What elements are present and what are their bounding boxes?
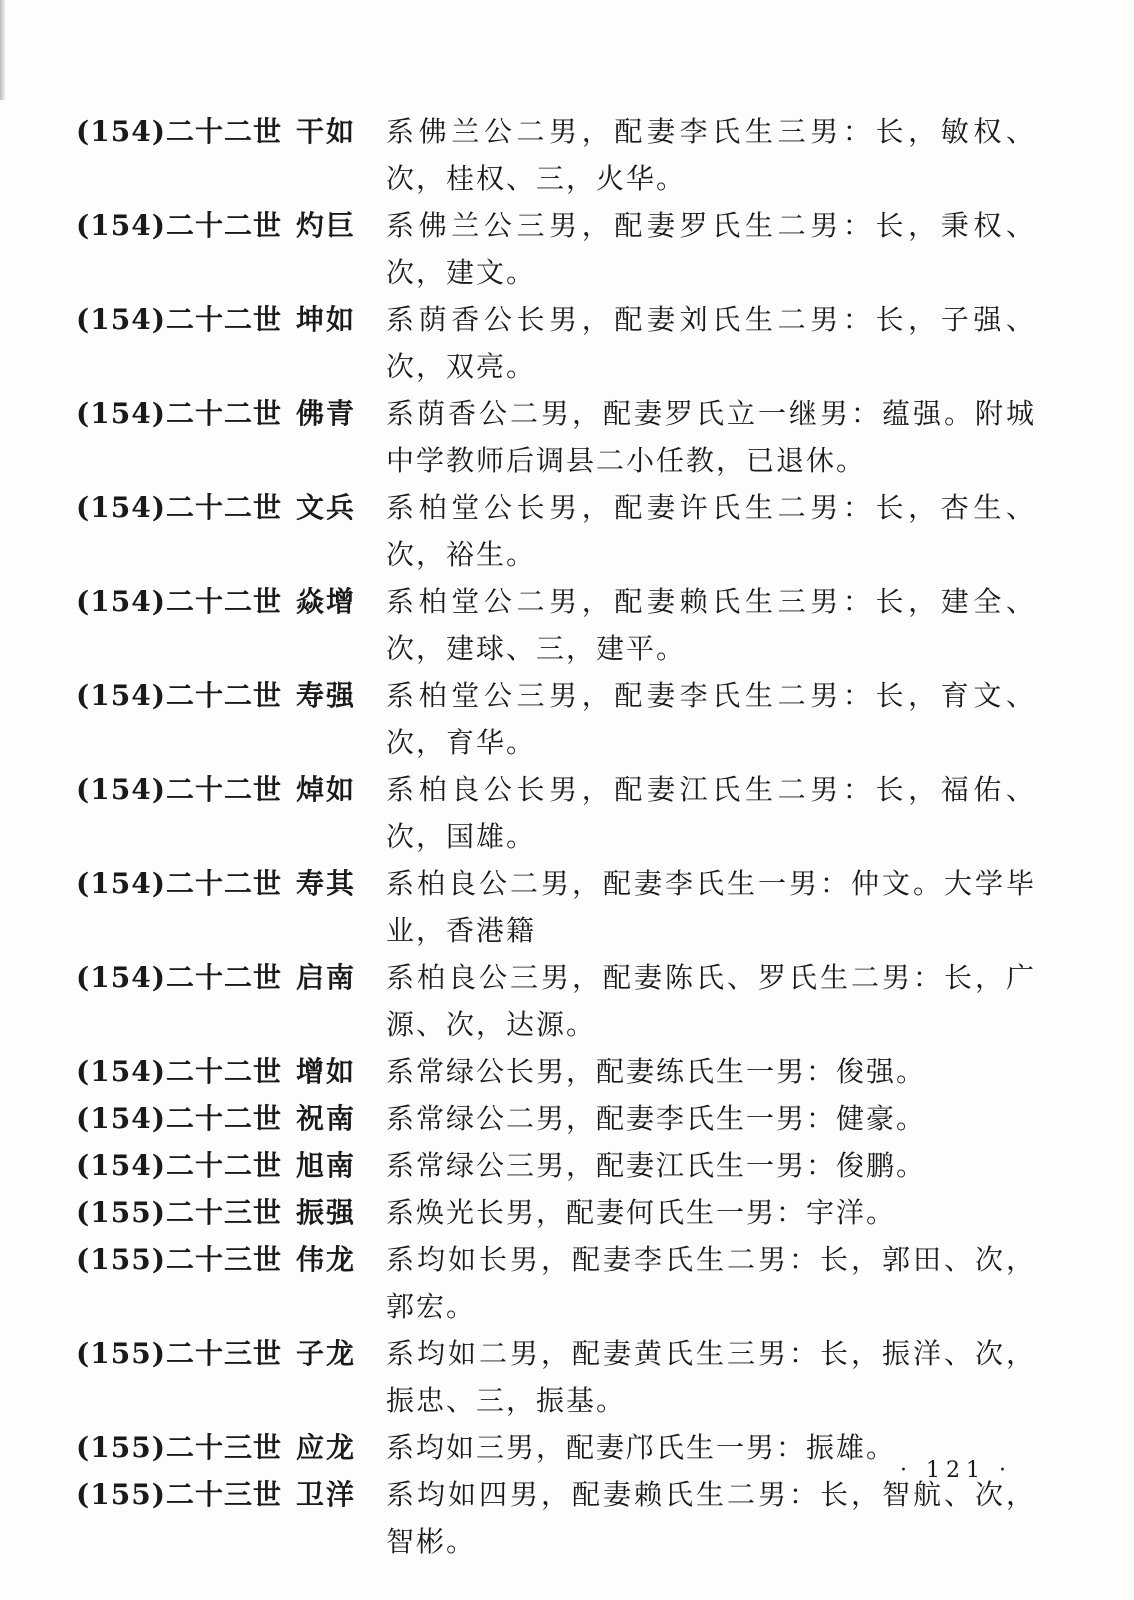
genealogy-entry	[76, 1189, 1036, 1236]
person-name: 祝南	[296, 1102, 357, 1135]
generation-label: (155)二十三世	[76, 1196, 282, 1229]
generation-label: (154)二十二世	[76, 773, 282, 806]
person-name: 焱增	[296, 585, 357, 618]
person-name: 振强	[296, 1196, 357, 1229]
generation-label: (154)二十二世	[76, 491, 282, 524]
generation-label: (154)二十二世	[76, 115, 282, 148]
person-description: 系均如三男，配妻邝氏生一男：振雄。	[386, 1431, 897, 1464]
person-description: 系柏堂公长男，配妻许氏生二男：长，杏生、次，裕生。	[386, 491, 1036, 571]
person-description: 系柏堂公三男，配妻李氏生二男：长，育文、次，育华。	[386, 679, 1036, 759]
generation-label: (154)二十二世	[76, 1149, 282, 1182]
genealogy-entry	[76, 1424, 1036, 1471]
person-name: 文兵	[296, 491, 357, 524]
person-description: 系常绿公三男，配妻江氏生一男：俊鹏。	[386, 1149, 927, 1182]
genealogy-entry	[76, 296, 1036, 390]
entry-list	[76, 108, 1036, 1565]
generation-label: (154)二十二世	[76, 1055, 282, 1088]
person-name: 灼巨	[296, 209, 357, 242]
genealogy-entry	[76, 1471, 1036, 1565]
person-description: 系柏堂公二男，配妻赖氏生三男：长，建全、次，建球、三，建平。	[386, 585, 1036, 665]
generation-label: (154)二十二世	[76, 585, 282, 618]
genealogy-entry	[76, 860, 1036, 954]
generation-label: (154)二十二世	[76, 397, 282, 430]
person-name: 寿其	[296, 867, 357, 900]
person-description: 系焕光长男，配妻何氏生一男：宇洋。	[386, 1196, 897, 1229]
generation-label: (155)二十三世	[76, 1337, 282, 1370]
generation-label: (154)二十二世	[76, 867, 282, 900]
generation-label: (154)二十二世	[76, 961, 282, 994]
person-description: 系均如长男，配妻李氏生二男：长，郭田、次，郭宏。	[386, 1243, 1036, 1323]
genealogy-entry	[76, 954, 1036, 1048]
generation-label: (154)二十二世	[76, 1102, 282, 1135]
person-name: 干如	[296, 115, 357, 148]
person-description: 系柏良公长男，配妻江氏生二男：长，福佑、次，国雄。	[386, 773, 1036, 853]
genealogy-entry	[76, 1142, 1036, 1189]
person-description: 系均如二男，配妻黄氏生三男：长，振洋、次，振忠、三，振基。	[386, 1337, 1036, 1417]
generation-label: (155)二十三世	[76, 1431, 282, 1464]
person-description: 系均如四男，配妻赖氏生二男：长，智航、次，智彬。	[386, 1478, 1036, 1558]
genealogy-entry	[76, 1048, 1036, 1095]
person-description: 系常绿公二男，配妻李氏生一男：健豪。	[386, 1102, 927, 1135]
person-name: 寿强	[296, 679, 357, 712]
genealogy-entry	[76, 108, 1036, 202]
person-description: 系柏良公二男，配妻李氏生一男：仲文。大学毕业，香港籍	[386, 867, 1036, 947]
genealogy-entry	[76, 1095, 1036, 1142]
genealogy-entry	[76, 202, 1036, 296]
person-name: 子龙	[296, 1337, 357, 1370]
person-name: 卫洋	[296, 1478, 357, 1511]
person-description: 系荫香公二男，配妻罗氏立一继男：蕴强。附城中学教师后调县二小任教，已退休。	[386, 397, 1036, 477]
page-number: · 121 ·	[900, 1458, 1012, 1483]
person-name: 应龙	[296, 1431, 357, 1464]
person-name: 伟龙	[296, 1243, 357, 1276]
generation-label: (154)二十二世	[76, 679, 282, 712]
person-description: 系佛兰公二男，配妻李氏生三男：长，敏权、次，桂权、三，火华。	[386, 115, 1036, 195]
person-description: 系常绿公长男，配妻练氏生一男：俊强。	[386, 1055, 927, 1088]
generation-label: (155)二十三世	[76, 1243, 282, 1276]
scan-edge-shadow	[0, 0, 6, 100]
person-description: 系柏良公三男，配妻陈氏、罗氏生二男：长，广源、次，达源。	[386, 961, 1036, 1041]
genealogy-entry	[76, 390, 1036, 484]
genealogy-entry	[76, 672, 1036, 766]
genealogy-entry	[76, 484, 1036, 578]
generation-label: (154)二十二世	[76, 209, 282, 242]
person-name: 焯如	[296, 773, 357, 806]
person-description: 系佛兰公三男，配妻罗氏生二男：长，秉权、次，建文。	[386, 209, 1036, 289]
generation-label: (155)二十三世	[76, 1478, 282, 1511]
person-name: 佛青	[296, 397, 357, 430]
genealogy-entry	[76, 578, 1036, 672]
person-name: 坤如	[296, 303, 357, 336]
person-name: 启南	[296, 961, 357, 994]
genealogy-entry	[76, 1236, 1036, 1330]
genealogy-entry	[76, 766, 1036, 860]
genealogy-entry	[76, 1330, 1036, 1424]
person-description: 系荫香公长男，配妻刘氏生二男：长，子强、次，双亮。	[386, 303, 1036, 383]
person-name: 增如	[296, 1055, 357, 1088]
person-name: 旭南	[296, 1149, 357, 1182]
generation-label: (154)二十二世	[76, 303, 282, 336]
